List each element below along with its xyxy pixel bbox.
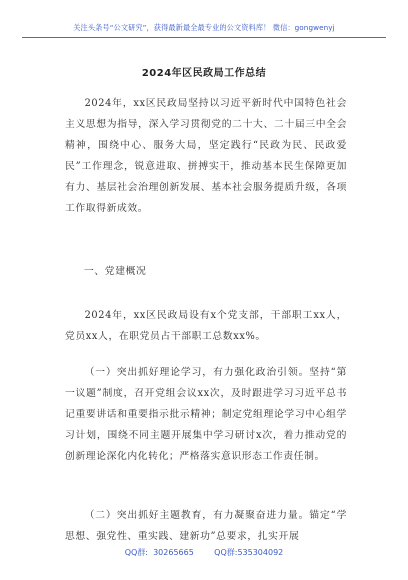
theory-study-paragraph: （一）突出抓好理论学习，有力强化政治引领。坚持“第一议题”制度，召开党组会议xx次，及时跟进学习习近平总书记重要讲话和重要指示批示精神；制定党组理论学习中心组学习计划，围绕不同主题开展集中学习研讨x次，着力推动党的创新理论深化内化转化；严格落实意识形态工作责任制。: [65, 367, 347, 462]
header-divider: [22, 37, 386, 38]
document-title: 2024年区民政局工作总结: [141, 68, 267, 79]
party-overview-paragraph: 2024年，xx区民政局设有x个党支部，干部职工xx人，党员xx人，在职党员占干部职工总数xx%。: [65, 310, 347, 342]
theme-education-paragraph: （二）突出抓好主题教育，有力凝聚奋进力量。锚定“学思想、强党性、重实践、建新功”总要求，扎实开展: [65, 510, 347, 542]
header-promo-note: 关注头条号“公文研究”，获得最新最全最专业的公文资料库！ 微信：gongwenyj: [73, 23, 335, 32]
footer-qq-groups: QQ群: 30265665 QQ群:535304092: [124, 548, 284, 557]
section-heading-party-building: 一、党建概况: [84, 266, 147, 277]
intro-paragraph: 2024年，xx区民政局坚持以习近平新时代中国特色社会主义思想为指导，深入学习贯彻党的二十大、二十届三中全会精神，围绕中心、服务大局，坚定践行“民政为民、民政爱民”工作理念，锐意进取、拼搏实干，推动基本民生保障更加有力、基层社会治理创新发展、基本社会服务提质升级，各项工作取得新成效。: [65, 98, 347, 214]
